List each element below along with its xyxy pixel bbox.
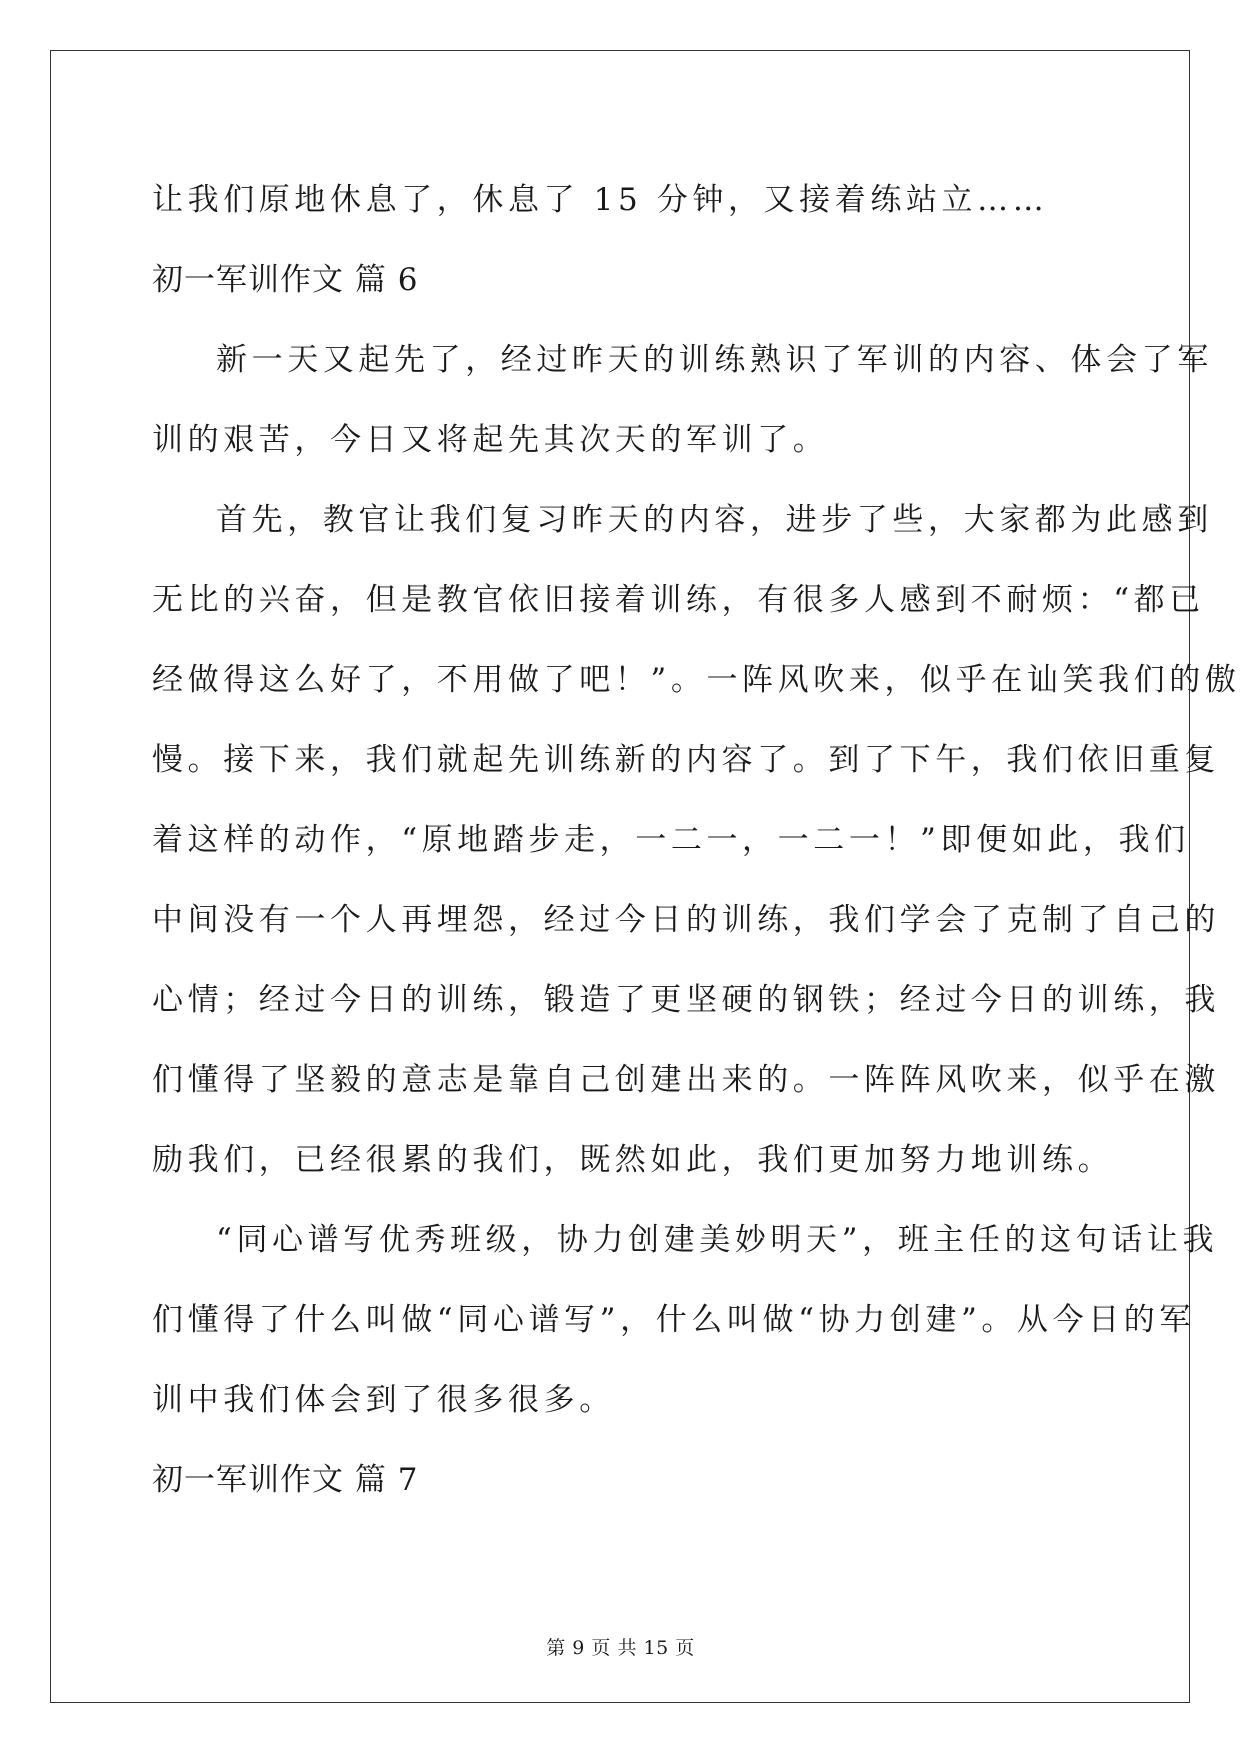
text-line: 着这样的动作，“原地踏步走，一二一，一二一！”即便如此，我们 [152,822,1190,858]
text-line: 训的艰苦，今日又将起先其次天的军训了。 [152,422,829,458]
text-line: 励我们，已经很累的我们，既然如此，我们更加努力地训练。 [152,1142,1114,1178]
text-line: 让我们原地休息了，休息了 15 分钟，又接着练站立…… [152,182,1049,218]
paragraph-first-line: 首先，教官让我们复习昨天的内容，进步了些，大家都为此感到 [216,502,1213,538]
section-heading: 初一军训作文 篇 6 [152,262,419,298]
text-line: 慢。接下来，我们就起先训练新的内容了。到了下午，我们依旧重复 [152,742,1220,778]
paragraph-first-line: 新一天又起先了，经过昨天的训练熟识了军训的内容、体会了军 [216,342,1213,378]
text-line: 中间没有一个人再埋怨，经过今日的训练，我们学会了克制了自己的 [152,902,1220,938]
section-heading: 初一军训作文 篇 7 [152,1462,419,1498]
text-line: 训中我们体会到了很多很多。 [152,1382,615,1418]
document-body [152,160,1241,1520]
text-line: 无比的兴奋，但是教官依旧接着训练，有很多人感到不耐烦：“都已 [152,582,1205,618]
text-line: 经做得这么好了，不用做了吧！”。一阵风吹来，似乎在讪笑我们的傲 [152,662,1241,698]
page-number-footer: 第 9 页 共 15 页 [546,1637,695,1659]
text-line: 心情；经过今日的训练，锻造了更坚硬的钢铁；经过今日的训练，我 [152,982,1220,1018]
text-line: 们懂得了坚毅的意志是靠自己创建出来的。一阵阵风吹来，似乎在激 [152,1062,1220,1098]
text-line: 们懂得了什么叫做“同心谱写”，什么叫做“协力创建”。从今日的军 [152,1302,1195,1338]
paragraph-first-line: “同心谱写优秀班级，协力创建美妙明天”，班主任的这句话让我 [216,1222,1219,1258]
